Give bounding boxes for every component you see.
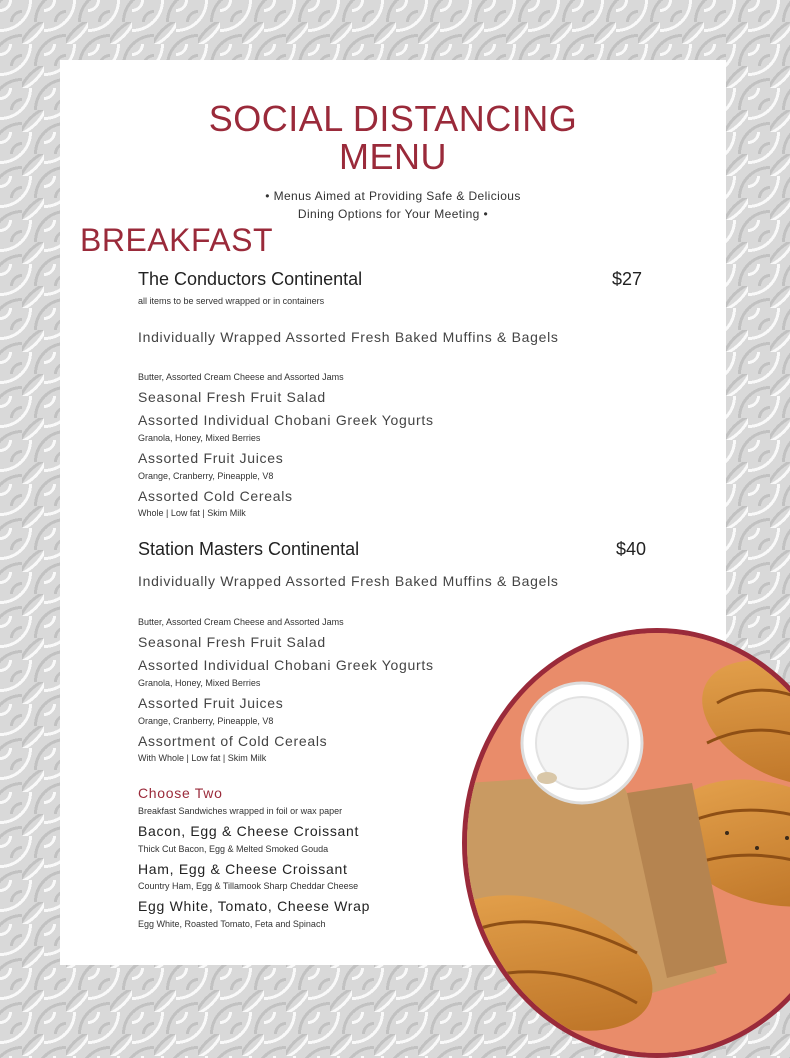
sandwich-3-desc: Egg White, Roasted Tomato, Feta and Spinach — [138, 919, 326, 929]
p1-item-1-name: Individually Wrapped Assorted Fresh Baked Muffins & Bagels — [138, 329, 559, 345]
p1-item-5-desc: Whole | Low fat | Skim Milk — [138, 508, 246, 518]
p2-item-2-name: Seasonal Fresh Fruit Salad — [138, 634, 326, 650]
sandwich-3-name: Egg White, Tomato, Cheese Wrap — [138, 898, 371, 914]
sandwich-1-desc: Thick Cut Bacon, Egg & Melted Smoked Gouda — [138, 844, 329, 854]
choose-two-heading: Choose Two — [138, 785, 223, 801]
p1-item-3-desc: Granola, Honey, Mixed Berries — [138, 433, 261, 443]
coffee-cup-lid — [522, 683, 642, 803]
p1-item-3-name: Assorted Individual Chobani Greek Yogurts — [138, 412, 434, 428]
p2-item-5-name: Assortment of Cold Cereals — [138, 733, 328, 749]
package-1-name: The Conductors Continental — [138, 269, 363, 289]
title-line-1: SOCIAL DISTANCING — [208, 98, 578, 139]
menu-subtitle — [60, 187, 726, 223]
subtitle-line-1: • Menus Aimed at Providing Safe & Delicious — [265, 189, 521, 203]
p1-item-4-desc: Orange, Cranberry, Pineapple, V8 — [138, 471, 274, 481]
menu-title — [60, 100, 726, 176]
p2-item-1-desc: Butter, Assorted Cream Cheese and Assorted Jams — [138, 617, 344, 627]
breakfast-photo-illustration — [467, 633, 790, 1053]
subtitle-line-2: Dining Options for Your Meeting • — [297, 207, 489, 221]
p2-item-4-name: Assorted Fruit Juices — [138, 695, 284, 711]
p2-item-3-name: Assorted Individual Chobani Greek Yogurts — [138, 657, 434, 673]
p2-item-4-desc: Orange, Cranberry, Pineapple, V8 — [138, 716, 274, 726]
package-1-note: all items to be served wrapped or in containers — [138, 296, 325, 306]
p1-item-4-name: Assorted Fruit Juices — [138, 450, 284, 466]
title-line-2: MENU — [339, 136, 447, 177]
package-2-name: Station Masters Continental — [138, 539, 360, 559]
section-title-breakfast: BREAKFAST — [80, 222, 273, 258]
p1-item-2-name: Seasonal Fresh Fruit Salad — [138, 389, 326, 405]
choose-two-note: Breakfast Sandwiches wrapped in foil or wax paper — [138, 806, 343, 816]
p2-item-1-name: Individually Wrapped Assorted Fresh Baked Muffins & Bagels — [138, 573, 559, 589]
sandwich-2-name: Ham, Egg & Cheese Croissant — [138, 861, 348, 877]
sandwich-1-name: Bacon, Egg & Cheese Croissant — [138, 823, 360, 839]
package-1-price: $27 — [612, 269, 643, 289]
p2-item-5-desc: With Whole | Low fat | Skim Milk — [138, 753, 267, 763]
sandwich-2-desc: Country Ham, Egg & Tillamook Sharp Cheddar Cheese — [138, 881, 359, 891]
p1-item-1-desc: Butter, Assorted Cream Cheese and Assorted Jams — [138, 372, 344, 382]
p2-item-3-desc: Granola, Honey, Mixed Berries — [138, 678, 261, 688]
package-2-price: $40 — [616, 539, 647, 559]
p1-item-5-name: Assorted Cold Cereals — [138, 488, 293, 504]
